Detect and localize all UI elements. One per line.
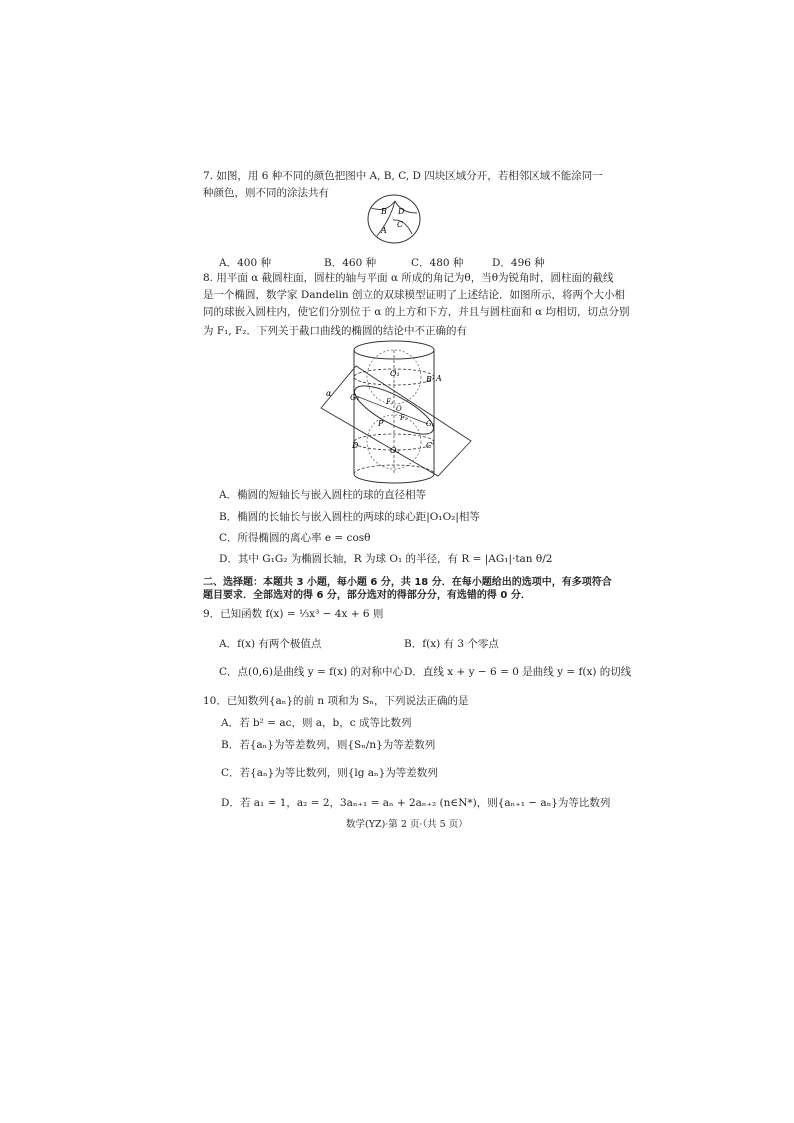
- label-pt-b: B: [426, 375, 432, 384]
- page-footer: 数学(YZ)·第 2 页·（共 5 页）: [346, 819, 468, 830]
- q8-option-a: A．椭圆的短轴长与嵌入圆柱的球的直径相等: [219, 489, 427, 501]
- label-p: P: [378, 419, 384, 428]
- q8-line4: 为 F₁, F₂．下列关于截口曲线的椭圆的结论中不正确的有: [203, 325, 468, 337]
- q7-option-b: B．460 种: [324, 257, 377, 269]
- label-b: B: [381, 207, 387, 216]
- q8-option-b: B．椭圆的长轴长与嵌入圆柱的两球的球心距|O₁O₂|相等: [219, 511, 480, 523]
- label-o1: O₁: [390, 369, 400, 378]
- q7-option-a: A．400 种: [219, 257, 271, 269]
- label-o2: O₂: [390, 446, 400, 455]
- section2-line1: 二、选择题：本题共 3 小题，每小题 6 分，共 18 分．在每小题给出的选项中，有多项符合: [203, 577, 612, 588]
- label-alpha: α: [326, 389, 332, 398]
- label-o: O: [396, 405, 402, 413]
- q8-option-d: D．其中 G₁G₂ 为椭圆长轴，R 为球 O₁ 的半径，有 R = |AG₁|·tan θ/2: [219, 553, 553, 565]
- q8-line1: 8. 用平面 α 截圆柱面，圆柱的轴与平面 α 所成的角记为θ，当θ为锐角时，圆柱面的截线: [203, 272, 614, 284]
- q7-region-figure: [364, 193, 424, 245]
- q7-option-d: D．496 种: [492, 257, 545, 269]
- section2-line2: 题目要求．全部选对的得 6 分，部分选对的得部分分，有选错的得 0 分．: [203, 590, 531, 601]
- q8-line3: 同的球嵌入圆柱内，使它们分别位于 α 的上方和下方，并且与圆柱面和 α 均相切，切点分别: [203, 306, 630, 318]
- q9-stem: 9．已知函数 f(x) = ⅓x³ − 4x + 6 则: [203, 608, 384, 620]
- q9-option-b: B．f(x) 有 3 个零点: [404, 638, 499, 650]
- q9-option-d: D．直线 x + y − 6 = 0 是曲线 y = f(x) 的切线: [404, 666, 632, 678]
- q8-line2: 是一个椭圆，数学家 Dandelin 创立的双球模型证明了上述结论．如图所示，将两个大小相: [203, 289, 626, 301]
- q7-line1: 7. 如图，用 6 种不同的颜色把图中 A, B, C, D 四块区域分开，若相邻区域不能涂同一: [203, 170, 603, 182]
- q10-option-b: B．若{aₙ}为等差数列，则{Sₙ/n}为等差数列: [221, 739, 436, 751]
- q9-option-c: C．点(0,6)是曲线 y = f(x) 的对称中心: [219, 666, 404, 678]
- label-pt-a: A: [436, 374, 442, 383]
- label-pt-d: D: [352, 441, 359, 450]
- q10-option-a: A．若 b² = ac，则 a，b，c 成等比数列: [221, 717, 412, 729]
- label-f1: F₁: [386, 398, 394, 406]
- label-pt-c: C: [426, 441, 433, 450]
- label-g1: G₁: [350, 393, 360, 402]
- label-d: D: [398, 207, 405, 216]
- q7-option-c: C．480 种: [411, 257, 464, 269]
- label-g2: G₂: [426, 420, 435, 428]
- q9-option-a: A．f(x) 有两个极值点: [219, 638, 322, 650]
- q8-dandelin-figure: [316, 336, 476, 486]
- label-c: C: [397, 220, 404, 229]
- q10-stem: 10．已知数列{aₙ}的前 n 项和为 Sₙ，下列说法正确的是: [203, 695, 469, 707]
- q8-option-c: C．所得椭圆的离心率 e = cosθ: [219, 532, 371, 544]
- label-f2: F₂: [400, 414, 408, 422]
- q10-option-d: D．若 a₁ = 1，a₂ = 2，3aₙ₊₁ = aₙ + 2aₙ₊₂ (n∈N*)，则{aₙ₊₁ − aₙ}为等比数列: [221, 797, 611, 809]
- q7-line2: 种颜色，则不同的涂法共有: [203, 187, 329, 199]
- label-a: A: [381, 226, 387, 235]
- q10-option-c: C．若{aₙ}为等比数列，则{lg aₙ}为等差数列: [221, 767, 438, 779]
